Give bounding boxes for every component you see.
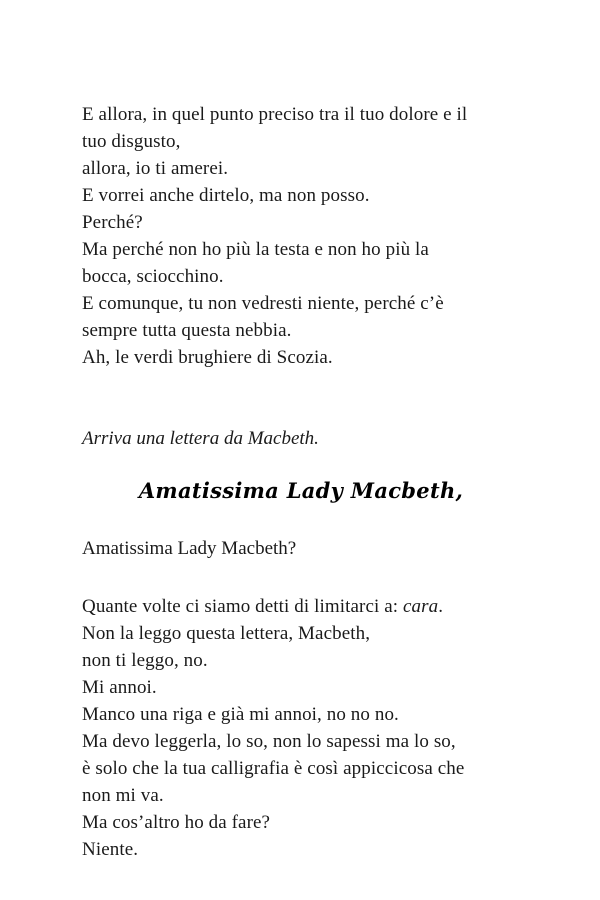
stage-direction: Arriva una lettera da Macbeth.	[82, 428, 319, 449]
monologue-line: Ma perché non ho più la testa e non ho più la	[82, 239, 429, 260]
monologue-line: bocca, sciocchino.	[82, 266, 224, 287]
monologue-line: Perché?	[82, 212, 143, 233]
line-text: .	[438, 596, 444, 617]
line-text: Quante volte ci siamo detti di limitarci a:	[82, 596, 403, 617]
monologue-line: Niente.	[82, 839, 139, 860]
monologue-line: è solo che la tua calligrafia è così appiccicosa che	[82, 758, 465, 779]
monologue-line: Ma devo leggerla, lo so, non lo sapessi ma lo so,	[82, 731, 456, 752]
monologue-line: tuo disgusto,	[82, 131, 181, 152]
monologue-line: sempre tutta questa nebbia.	[82, 320, 292, 341]
monologue-line: non mi va.	[82, 785, 164, 806]
reply-line: Amatissima Lady Macbeth?	[82, 538, 297, 559]
monologue-line: Mi annoi.	[82, 677, 157, 698]
monologue-first	[82, 101, 532, 371]
monologue-line: allora, io ti amerei.	[82, 158, 229, 179]
monologue-line	[82, 593, 532, 620]
monologue-second	[82, 593, 532, 863]
monologue-line: Non la leggo questa lettera, Macbeth,	[82, 623, 371, 644]
text-block	[82, 0, 532, 863]
letter-salutation-calligraphy: Amatissima Lady Macbeth,	[138, 478, 464, 503]
monologue-line: Ma cos’altro ho da fare?	[82, 812, 271, 833]
monologue-line: E comunque, tu non vedresti niente, perché c’è	[82, 293, 444, 314]
monologue-line: non ti leggo, no.	[82, 650, 208, 671]
monologue-line: E allora, in quel punto preciso tra il tuo dolore e il	[82, 104, 468, 125]
emphasized-word: cara	[402, 596, 439, 617]
monologue-line: Manco una riga e già mi annoi, no no no.	[82, 704, 399, 725]
monologue-line: E vorrei anche dirtelo, ma non posso.	[82, 185, 370, 206]
monologue-line: Ah, le verdi brughiere di Scozia.	[82, 347, 333, 368]
